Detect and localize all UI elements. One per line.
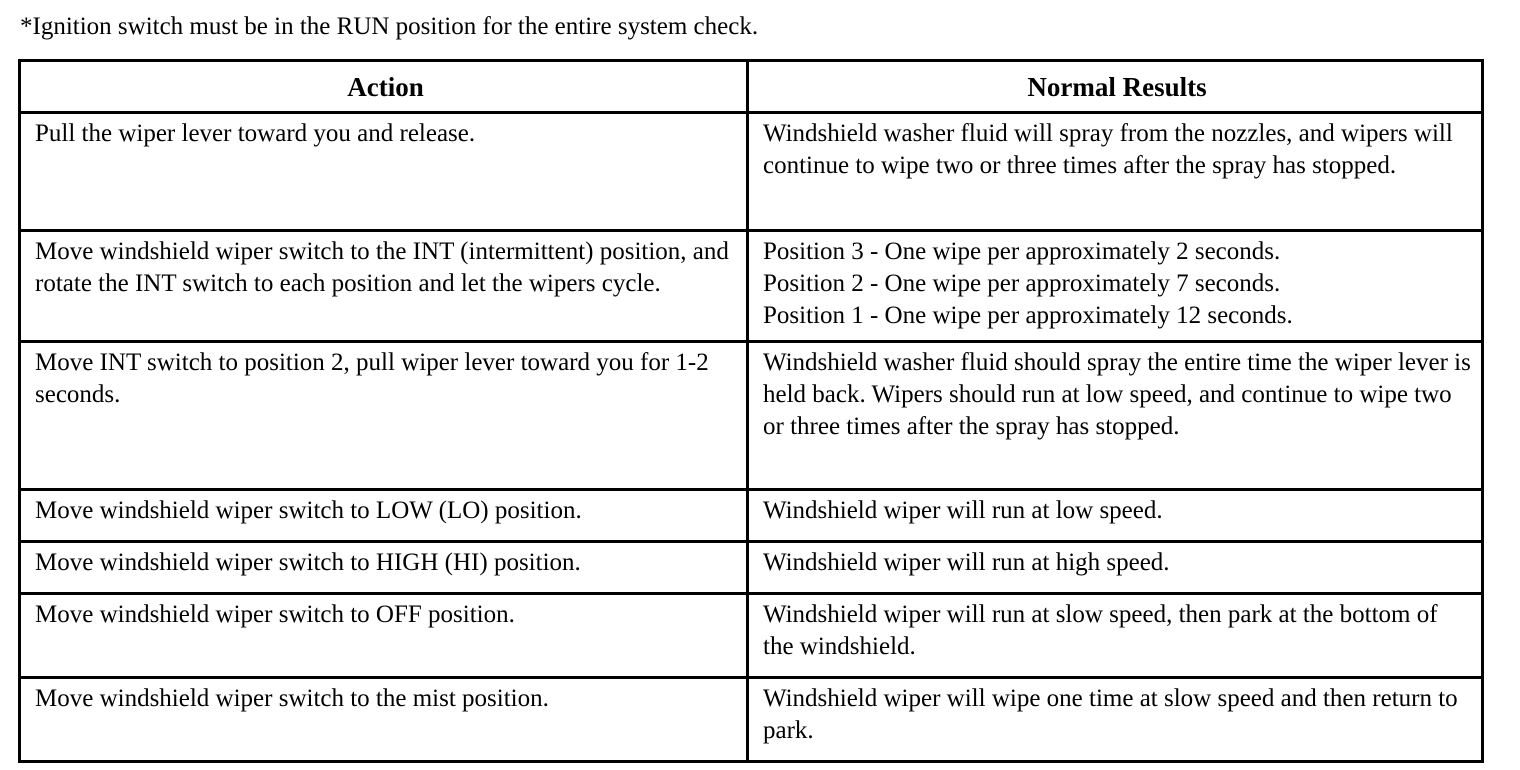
table-header-row (20, 61, 1483, 113)
result-cell: Windshield wiper will wipe one time at slow speed and then return to park. (748, 678, 1483, 762)
result-cell: Windshield wiper will run at high speed. (748, 542, 1483, 594)
table-row (20, 113, 1483, 231)
result-cell: Windshield washer fluid should spray the entire time the wiper lever is held back. Wipers should run at low speed, and continue to wipe two or three times after the spray has stopped. (748, 342, 1483, 490)
action-cell: Move windshield wiper switch to the INT (intermittent) position, and rotate the INT switch to each position and let the wipers cycle. (20, 231, 748, 342)
action-cell: Move windshield wiper switch to OFF position. (20, 594, 748, 678)
action-column-header: Action (20, 61, 748, 113)
table-row (20, 231, 1483, 342)
table-row (20, 342, 1483, 490)
system-check-table (18, 59, 1484, 763)
action-cell: Move windshield wiper switch to LOW (LO) position. (20, 490, 748, 542)
table-row (20, 542, 1483, 594)
result-cell: Windshield wiper will run at slow speed, then park at the bottom of the windshield. (748, 594, 1483, 678)
normal-results-column-header: Normal Results (748, 61, 1483, 113)
result-line: Position 2 - One wipe per approximately 7 seconds. (763, 270, 1281, 297)
action-cell: Move windshield wiper switch to HIGH (HI) position. (20, 542, 748, 594)
action-cell: Move INT switch to position 2, pull wiper lever toward you for 1-2 seconds. (20, 342, 748, 490)
result-line: Position 3 - One wipe per approximately 2 seconds. (763, 238, 1281, 265)
table-row (20, 490, 1483, 542)
action-cell: Move windshield wiper switch to the mist position. (20, 678, 748, 762)
action-cell: Pull the wiper lever toward you and release. (20, 113, 748, 231)
ignition-note: *Ignition switch must be in the RUN position for the entire system check. (20, 13, 759, 40)
table-row (20, 678, 1483, 762)
result-cell (748, 231, 1483, 342)
result-cell: Windshield wiper will run at low speed. (748, 490, 1483, 542)
table-row (20, 594, 1483, 678)
result-cell: Windshield washer fluid will spray from the nozzles, and wipers will continue to wipe two or three times after the spray has stopped. (748, 113, 1483, 231)
result-line: Position 1 - One wipe per approximately 12 seconds. (763, 302, 1293, 329)
